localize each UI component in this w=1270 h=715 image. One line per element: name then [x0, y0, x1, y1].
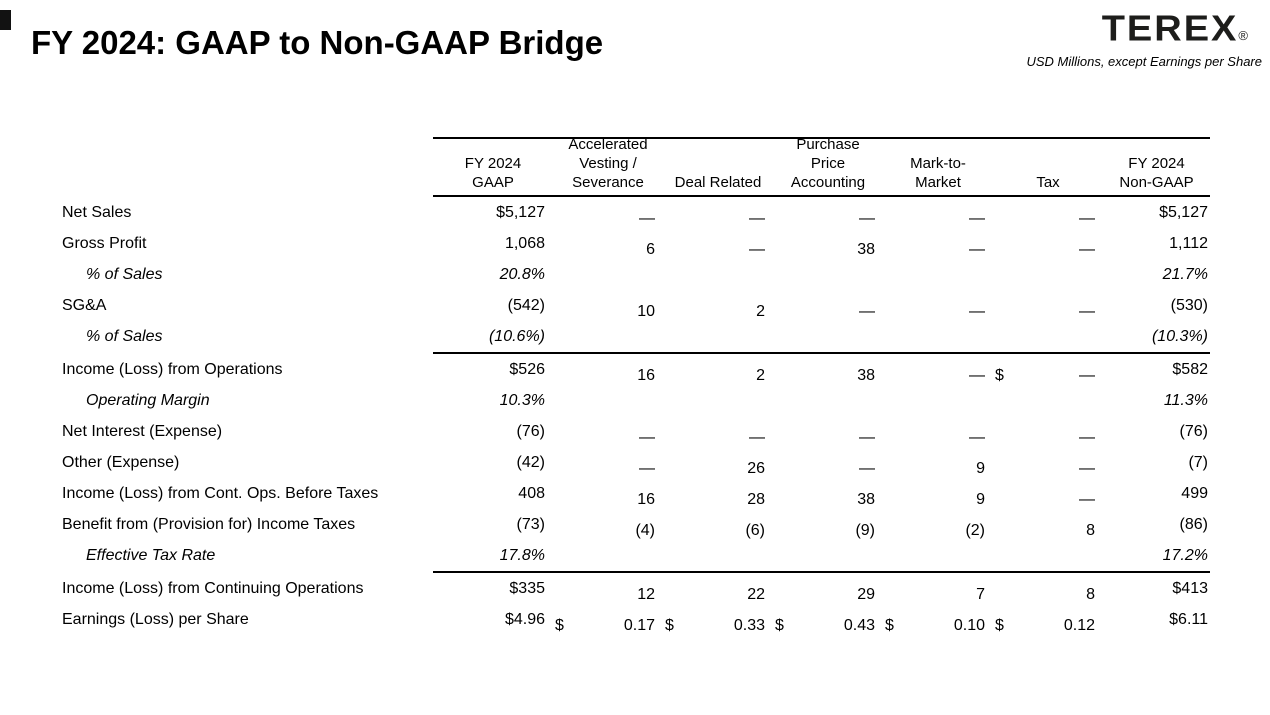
- cell-value: 0.12: [1063, 616, 1095, 634]
- cell: 21.7%: [1162, 265, 1208, 283]
- column-header-line: FY 2024: [464, 155, 522, 172]
- dollar-sign: $: [665, 616, 674, 634]
- cell: 9: [976, 490, 985, 508]
- cell: (42): [516, 453, 545, 471]
- cell: —: [1079, 240, 1095, 258]
- cell: 2: [756, 366, 765, 384]
- row-label: Benefit from (Provision for) Income Taxes: [62, 515, 356, 533]
- bridge-table: [60, 137, 1210, 635]
- table-row: [60, 573, 1210, 604]
- cell: 16: [637, 490, 655, 508]
- row-label: Effective Tax Rate: [86, 546, 216, 564]
- cell: [773, 617, 883, 635]
- cell: (542): [507, 296, 545, 314]
- cell: (7): [1188, 453, 1208, 471]
- cell: 8: [1086, 521, 1095, 539]
- cell: (6): [745, 521, 765, 539]
- column-header: [553, 135, 663, 195]
- dollar-sign: $: [885, 616, 894, 634]
- cell: 7: [976, 585, 985, 603]
- row-label: % of Sales: [86, 265, 163, 283]
- cell: 17.8%: [499, 546, 545, 564]
- row-label: Gross Profit: [62, 234, 147, 252]
- cell: $6.11: [1169, 610, 1208, 628]
- row-label: Operating Margin: [86, 391, 210, 409]
- cell: —: [859, 302, 875, 320]
- cell: (530): [1170, 296, 1208, 314]
- cell: (73): [516, 515, 545, 533]
- cell: (76): [516, 422, 545, 440]
- cell-value: —: [1079, 366, 1095, 384]
- cell: 22: [747, 585, 765, 603]
- cell-value: 0.43: [843, 616, 875, 634]
- table-row: [60, 354, 1210, 385]
- cell: 1,112: [1169, 234, 1208, 252]
- table-row: [60, 385, 1210, 416]
- column-header-line: Severance: [572, 174, 644, 191]
- cell: —: [639, 459, 655, 477]
- cell: (2): [965, 521, 985, 539]
- table-row: [60, 290, 1210, 321]
- column-header-line: Non-GAAP: [1119, 174, 1194, 191]
- column-header-line: Deal Related: [674, 174, 762, 191]
- cell: 17.2%: [1162, 546, 1208, 564]
- column-header-line: Market: [915, 174, 961, 191]
- cell: $335: [509, 579, 545, 597]
- cell: —: [639, 209, 655, 227]
- dollar-sign: $: [995, 616, 1004, 634]
- column-header-line: Vesting /: [579, 155, 637, 172]
- cell: 38: [857, 240, 875, 258]
- cell: —: [859, 428, 875, 446]
- slide-title: FY 2024: GAAP to Non-GAAP Bridge: [31, 24, 604, 61]
- cell-value: 0.10: [953, 616, 985, 634]
- column-header: [1103, 154, 1210, 195]
- cell: 10.3%: [499, 391, 545, 409]
- cell: 2: [756, 302, 765, 320]
- cell: (86): [1179, 515, 1208, 533]
- row-label: Income (Loss) from Continuing Operations: [62, 579, 364, 597]
- cell: —: [859, 459, 875, 477]
- cell: $413: [1172, 579, 1208, 597]
- cell: 6: [646, 240, 655, 258]
- cell: —: [749, 240, 765, 258]
- row-label: Net Sales: [62, 203, 132, 221]
- cell: (9): [855, 521, 875, 539]
- cell: 11.3%: [1163, 391, 1208, 409]
- table-row: [60, 416, 1210, 447]
- column-header-line: Price: [810, 155, 846, 172]
- registered-mark-icon: ®: [1238, 28, 1248, 43]
- column-header: [663, 173, 773, 195]
- cell: 16: [637, 366, 655, 384]
- row-label: Income (Loss) from Cont. Ops. Before Taxes: [62, 484, 379, 502]
- table-row: [60, 540, 1210, 571]
- row-label: Income (Loss) from Operations: [62, 360, 283, 378]
- table-row: [60, 259, 1210, 290]
- table-row: [60, 604, 1210, 635]
- cell: —: [749, 209, 765, 227]
- cell-value: 0.33: [733, 616, 765, 634]
- cell: $5,127: [496, 203, 545, 221]
- cell: —: [1079, 209, 1095, 227]
- table-row: [60, 197, 1210, 228]
- cell: $582: [1172, 360, 1208, 378]
- cell: —: [639, 428, 655, 446]
- cell: —: [1079, 490, 1095, 508]
- cell: [993, 367, 1103, 385]
- table-row: [60, 509, 1210, 540]
- cell: (4): [635, 521, 655, 539]
- cell: $5,127: [1159, 203, 1208, 221]
- slide-corner-mark: [0, 10, 11, 30]
- cell: —: [969, 366, 985, 384]
- cell: 408: [518, 484, 545, 502]
- cell: (10.6%): [488, 327, 545, 345]
- column-header-line: FY 2024: [1128, 155, 1185, 172]
- cell: 20.8%: [499, 265, 545, 283]
- cell: [663, 617, 773, 635]
- terex-logo: [1026, 8, 1248, 51]
- cell: —: [749, 428, 765, 446]
- cell: 38: [857, 366, 875, 384]
- table-row: [60, 321, 1210, 352]
- cell: (76): [1179, 422, 1208, 440]
- cell: [553, 617, 663, 635]
- row-label: Net Interest (Expense): [62, 422, 223, 440]
- dollar-sign: $: [775, 616, 784, 634]
- cell: [993, 617, 1103, 635]
- cell: 1,068: [504, 234, 545, 252]
- cell: (10.3%): [1151, 327, 1208, 345]
- dollar-sign: $: [995, 366, 1004, 384]
- column-header: [773, 135, 883, 195]
- cell: [883, 617, 993, 635]
- column-header-line: Accounting: [790, 174, 866, 191]
- table-row: [60, 478, 1210, 509]
- cell: 10: [637, 302, 655, 320]
- cell: 26: [747, 459, 765, 477]
- column-header: [433, 154, 553, 195]
- cell: $526: [509, 360, 545, 378]
- brand-block: [1026, 8, 1262, 69]
- cell: 8: [1086, 585, 1095, 603]
- row-label: SG&A: [62, 296, 107, 314]
- column-header: [993, 173, 1103, 195]
- cell: 9: [976, 459, 985, 477]
- cell: —: [1079, 428, 1095, 446]
- cell: 12: [637, 585, 655, 603]
- cell: —: [969, 428, 985, 446]
- column-header: [883, 154, 993, 195]
- row-label: Other (Expense): [62, 453, 180, 471]
- row-label: Earnings (Loss) per Share: [62, 610, 249, 628]
- column-header-line: Tax: [1036, 174, 1060, 191]
- table-row: [60, 228, 1210, 259]
- table-header-row: [433, 136, 1210, 195]
- cell: 38: [857, 490, 875, 508]
- cell: 28: [747, 490, 765, 508]
- cell: —: [969, 240, 985, 258]
- cell: —: [859, 209, 875, 227]
- cell-value: 0.17: [623, 616, 655, 634]
- table-body: [60, 197, 1210, 635]
- table-row: [60, 447, 1210, 478]
- cell: —: [969, 302, 985, 320]
- cell: 29: [857, 585, 875, 603]
- column-header-line: Accelerated: [568, 136, 648, 153]
- cell: —: [1079, 302, 1095, 320]
- dollar-sign: $: [555, 616, 564, 634]
- row-label: % of Sales: [86, 327, 163, 345]
- column-header-line: Mark-to-: [910, 155, 966, 172]
- cell: 499: [1181, 484, 1208, 502]
- cell: $4.96: [504, 610, 545, 628]
- column-header-line: GAAP: [472, 174, 514, 191]
- cell: —: [969, 209, 985, 227]
- units-note: USD Millions, except Earnings per Share: [1026, 54, 1262, 69]
- logo-text: TEREX: [1101, 8, 1239, 50]
- cell: —: [1079, 459, 1095, 477]
- column-header-line: Purchase: [796, 136, 860, 153]
